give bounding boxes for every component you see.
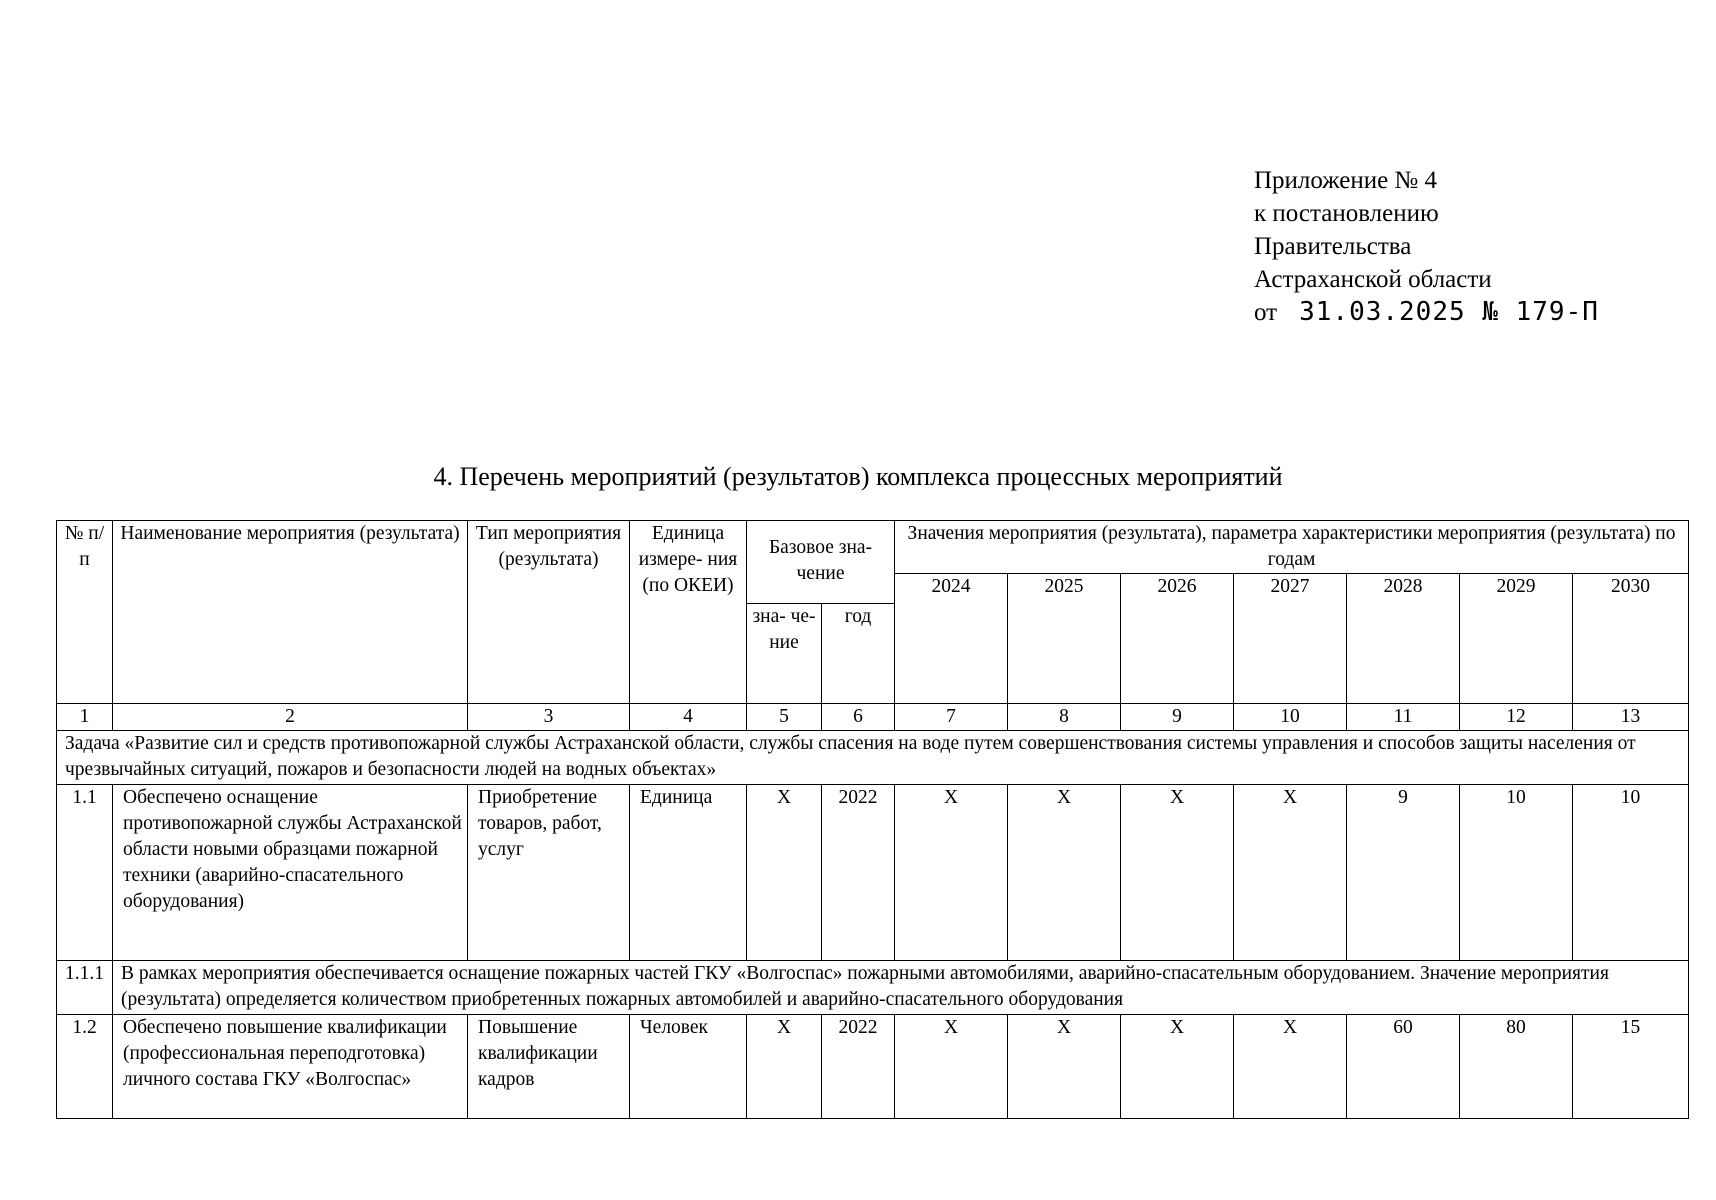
- column-number: 11: [1347, 704, 1460, 731]
- row-base-year: 2022: [822, 1015, 895, 1119]
- header-type: Тип мероприятия (результата): [468, 521, 630, 704]
- header-year-2027: 2027: [1234, 574, 1347, 704]
- header-base-value: зна- че- ние: [747, 604, 822, 704]
- row-name: Обеспечено оснащение противопожарной службы Астраханской области новыми образцами пожарной техники (аварийно-спасательного оборудования): [113, 785, 468, 961]
- appendix-date-prefix: от: [1254, 299, 1278, 326]
- note-text: В рамках мероприятия обеспечивается оснащение пожарных частей ГКУ «Волгоспас» пожарными автомобилями, аварийно-спасательным оборудованием. Значение мероприятия (результата) определяется количеством приобретенных пожарных автомобилей и аварийно-спасательного оборудования: [113, 961, 1689, 1015]
- header-base: Базовое зна- чение: [747, 521, 895, 604]
- row-value-2028: 60: [1347, 1015, 1460, 1119]
- column-number: 8: [1008, 704, 1121, 731]
- row-value-2026: X: [1121, 785, 1234, 961]
- row-value-2030: 10: [1573, 785, 1689, 961]
- row-base-year: 2022: [822, 785, 895, 961]
- document-title: 4. Перечень мероприятий (результатов) комплекса процессных мероприятий: [433, 462, 1283, 491]
- note-row: [57, 961, 1689, 1015]
- row-value-2029: 10: [1460, 785, 1573, 961]
- header-year-2025: 2025: [1008, 574, 1121, 704]
- row-value-2028: 9: [1347, 785, 1460, 961]
- header-year-2024: 2024: [895, 574, 1008, 704]
- header-unit: Единица измере- ния (по ОКЕИ): [630, 521, 747, 704]
- appendix-date-number: 31.03.2025 № 179-П: [1299, 297, 1599, 327]
- column-number: 9: [1121, 704, 1234, 731]
- table-row: [57, 785, 1689, 961]
- appendix-date-line: [1254, 296, 1599, 329]
- header-num: № п/п: [57, 521, 113, 704]
- column-number: 5: [747, 704, 822, 731]
- row-value-2030: 15: [1573, 1015, 1689, 1119]
- header-row-1: [57, 521, 1689, 574]
- appendix-line-2: к постановлению: [1254, 200, 1439, 227]
- appendix-line-4: Астраханской области: [1254, 266, 1492, 293]
- column-number: 7: [895, 704, 1008, 731]
- header-base-year: год: [822, 604, 895, 704]
- appendix-block: [1254, 164, 1599, 329]
- row-num: 1.1: [57, 785, 113, 961]
- appendix-line-3: Правительства: [1254, 233, 1412, 260]
- table-row: [57, 1015, 1689, 1119]
- task-row: [57, 731, 1689, 785]
- measures-table: [56, 520, 1689, 1119]
- column-number: 4: [630, 704, 747, 731]
- column-number: 1: [57, 704, 113, 731]
- row-value-2026: X: [1121, 1015, 1234, 1119]
- header-year-2029: 2029: [1460, 574, 1573, 704]
- appendix-line-1: Приложение № 4: [1254, 167, 1438, 194]
- row-value-2027: X: [1234, 1015, 1347, 1119]
- row-unit: Единица: [630, 785, 747, 961]
- row-unit: Человек: [630, 1015, 747, 1119]
- task-text: Задача «Развитие сил и средств противопожарной службы Астраханской области, службы спасения на воде путем совершенствования системы управления и способов защиты населения от чрезвычайных ситуаций, пожаров и безопасности людей на водных объектах»: [57, 731, 1689, 785]
- row-value-2025: X: [1008, 785, 1121, 961]
- header-year-2028: 2028: [1347, 574, 1460, 704]
- row-name: Обеспечено повышение квалификации (профессиональная переподготовка) личного состава ГКУ «Волгоспас»: [113, 1015, 468, 1119]
- column-number: 3: [468, 704, 630, 731]
- row-type: Приобретение товаров, работ, услуг: [468, 785, 630, 961]
- row-base-value: X: [747, 1015, 822, 1119]
- row-base-value: X: [747, 785, 822, 961]
- header-name: Наименование мероприятия (результата): [113, 521, 468, 704]
- column-number: 6: [822, 704, 895, 731]
- column-number: 10: [1234, 704, 1347, 731]
- row-type: Повышение квалификации кадров: [468, 1015, 630, 1119]
- header-values-group: Значения мероприятия (результата), параметра характеристики мероприятия (результата) по годам: [895, 521, 1689, 574]
- row-value-2024: X: [895, 785, 1008, 961]
- column-number: 13: [1573, 704, 1689, 731]
- column-number: 12: [1460, 704, 1573, 731]
- row-value-2029: 80: [1460, 1015, 1573, 1119]
- row-value-2027: X: [1234, 785, 1347, 961]
- header-year-2026: 2026: [1121, 574, 1234, 704]
- row-num: 1.2: [57, 1015, 113, 1119]
- row-value-2024: X: [895, 1015, 1008, 1119]
- row-value-2025: X: [1008, 1015, 1121, 1119]
- note-num: 1.1.1: [57, 961, 113, 1015]
- column-numbers-row: [57, 704, 1689, 731]
- header-year-2030: 2030: [1573, 574, 1689, 704]
- column-number: 2: [113, 704, 468, 731]
